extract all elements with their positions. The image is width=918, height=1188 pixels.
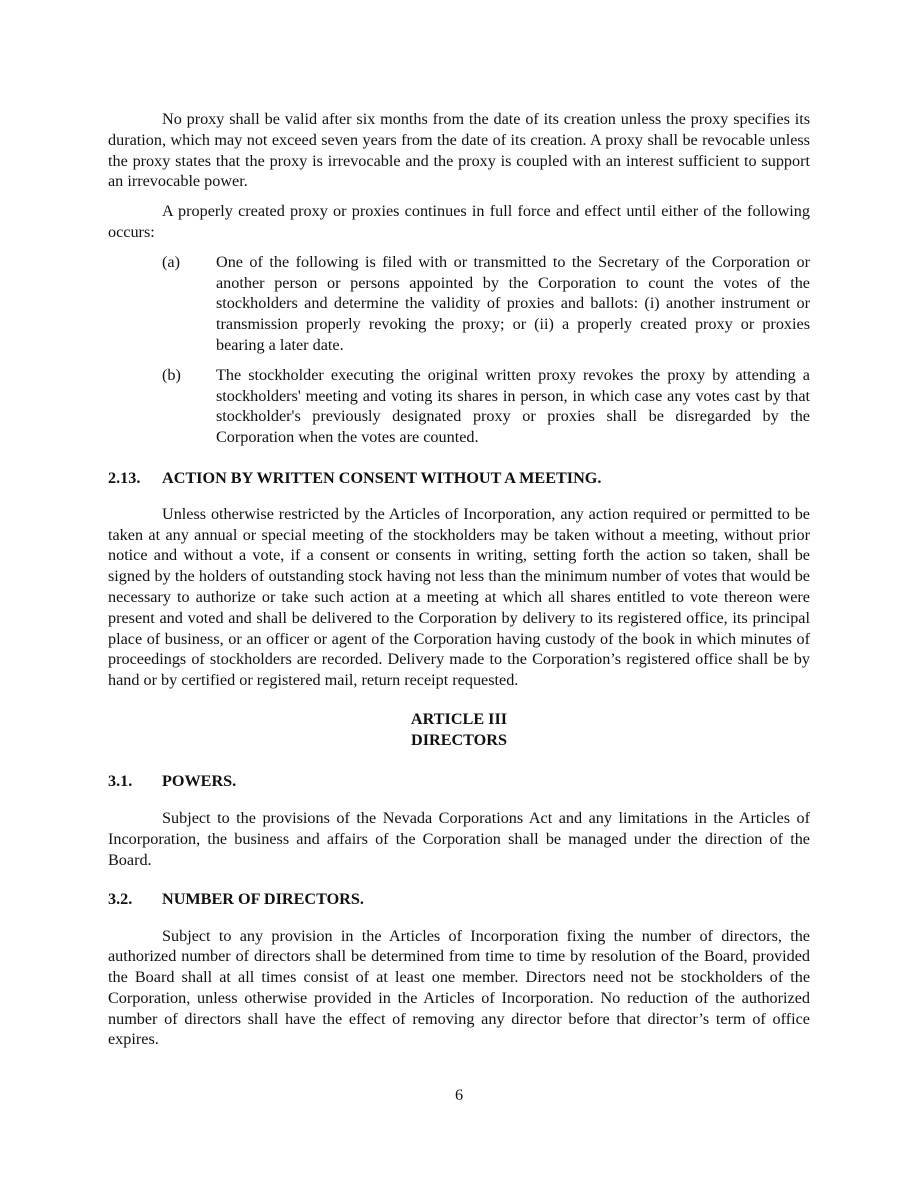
- list-item-label: (a): [162, 252, 180, 271]
- section-heading-2-13: [108, 468, 810, 489]
- section-2-13-body: Unless otherwise restricted by the Articles of Incorporation, any action required or permitted to be taken at any annual or special meeting of the stockholders may be taken without a meeting, without prior notice and without a vote, if a consent or consents in writing, setting forth the action so taken, shall be signed by the holders of outstanding stock having not less than the minimum number of votes that would be necessary to authorize or take such action at a meeting at which all shares entitled to vote thereon were present and voted and shall be delivered to the Corporation by delivery to its registered office, its principal place of business, or an officer or agent of the Corporation having custody of the book in which minutes of proceedings of stockholders are recorded. Delivery made to the Corporation’s registered office shall be by hand or by certified or registered mail, return receipt requested.: [108, 504, 810, 690]
- proxy-validity-paragraph: No proxy shall be valid after six months from the date of its creation unless the proxy specifies its duration, which may not exceed seven years from the date of its creation. A proxy shall be revocable unless the proxy states that the proxy is irrevocable and the proxy is coupled with an interest sufficient to support an irrevocable power.: [108, 110, 810, 191]
- section-title: ACTION BY WRITTEN CONSENT WITHOUT A MEETING.: [162, 468, 602, 487]
- list-item-label: (b): [162, 365, 181, 384]
- section-title: NUMBER OF DIRECTORS.: [162, 889, 364, 908]
- article-number: ARTICLE III: [410, 709, 508, 728]
- section-number: 2.13.: [108, 468, 141, 487]
- section-3-1-body: Subject to the provisions of the Nevada Corporations Act and any limitations in the Articles of Incorporation, the business and affairs of the Corporation shall be managed under the direction of the Board.: [108, 809, 810, 869]
- page-number: 6: [454, 1086, 464, 1104]
- section-number: 3.2.: [108, 889, 133, 908]
- proxy-continues-paragraph: A properly created proxy or proxies continues in full force and effect until either of the following occurs:: [108, 202, 810, 241]
- section-heading-3-2: [108, 889, 810, 910]
- section-heading-3-1: [108, 771, 810, 792]
- article-heading: [108, 709, 810, 751]
- list-item-a: [162, 252, 810, 356]
- list-item-b: [162, 365, 810, 448]
- section-3-2-body: Subject to any provision in the Articles of Incorporation fixing the number of directors, the authorized number of directors shall be determined from time to time by resolution of the Board, provided the Board shall at all times consist of at least one member. Directors need not be stockholders of the Corporation, unless otherwise provided in the Articles of Incorporation. No reduction of the authorized number of directors shall have the effect of removing any director before that director’s term of office expires.: [108, 926, 810, 1049]
- list-item-text: One of the following is filed with or transmitted to the Secretary of the Corporation or another person or persons appointed by the Corporation to count the votes of the stockholders and determine the validity of proxies and ballots: (i) another instrument or transmission properly revoking the proxy; or (ii) a properly created proxy or proxies bearing a later date.: [216, 252, 810, 354]
- document-page: [108, 109, 810, 1050]
- section-title: POWERS.: [162, 771, 237, 790]
- list-item-text: The stockholder executing the original written proxy revokes the proxy by attending a stockholders' meeting and voting its shares in person, in which case any votes cast by that stockholder's previously designated proxy or proxies shall be disregarded by the Corporation when the votes are counted.: [216, 365, 810, 447]
- section-number: 3.1.: [108, 771, 133, 790]
- article-title: DIRECTORS: [411, 730, 507, 749]
